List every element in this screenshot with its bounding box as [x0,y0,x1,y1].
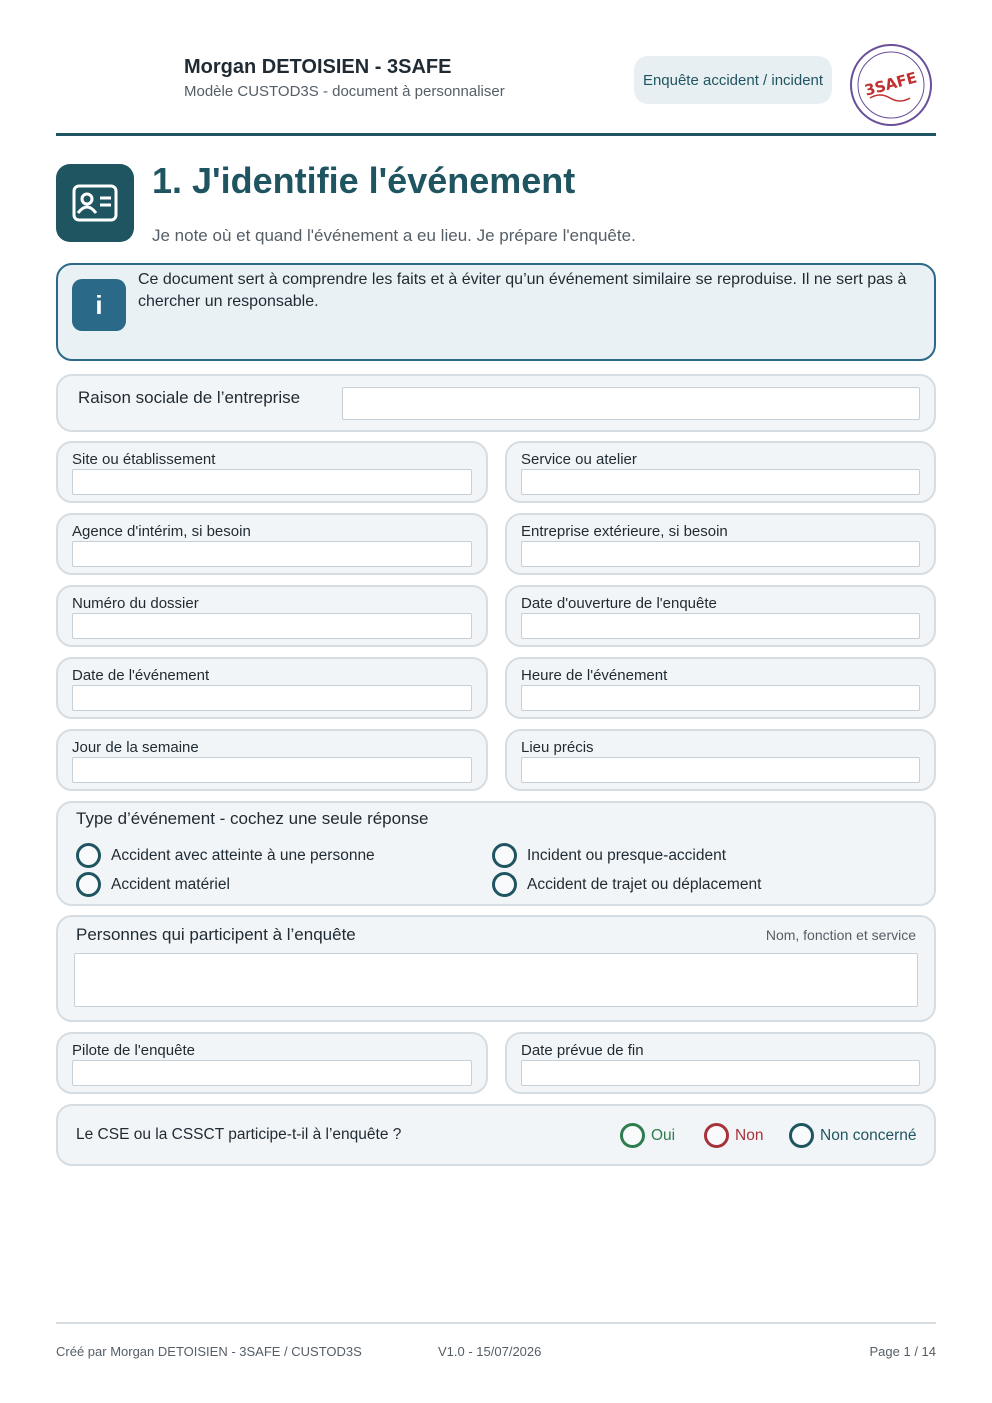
company-label: Raison sociale de l’entreprise [78,388,301,407]
place-input[interactable] [521,757,920,783]
agency-input[interactable] [72,541,472,567]
footer-page-number: Page 1 / 14 [869,1344,936,1359]
event-type-option-person[interactable] [76,843,375,868]
seal-text: 3SAFE [862,68,919,100]
cse-option-not-concerned[interactable] [789,1123,917,1148]
event-time-label: Heure de l'événement [521,667,668,684]
radio-icon[interactable] [492,843,517,868]
section-subtitle: Je note où et quand l'événement a eu lieu. Je prépare l'enquête. [152,226,636,245]
option-label: Non [735,1126,764,1144]
event-type-option-material[interactable] [76,872,230,897]
file-number-field-card [56,585,488,647]
company-input[interactable] [342,387,920,420]
cse-option-yes[interactable] [620,1123,675,1148]
model-subtitle: Modèle CUSTOD3S - document à personnaliser [184,83,505,100]
opening-date-field-card [505,585,936,647]
pilot-input[interactable] [72,1060,472,1086]
pilot-label: Pilote de l'enquête [72,1042,195,1059]
site-label: Site ou établissement [72,451,216,468]
file-number-label: Numéro du dossier [72,595,199,612]
cse-question-label: Le CSE ou la CSSCT participe-t-il à l’enquête ? [76,1126,402,1143]
event-date-label: Date de l'événement [72,667,210,684]
cse-option-no[interactable] [704,1123,763,1148]
radio-icon[interactable] [620,1123,645,1148]
external-company-field-card [505,513,936,575]
participants-card [56,915,936,1022]
id-card-icon [56,164,134,242]
option-label: Incident ou presque-accident [527,846,727,864]
opening-date-input[interactable] [521,613,920,639]
event-type-card [56,801,936,906]
service-input[interactable] [521,469,920,495]
radio-icon[interactable] [704,1123,729,1148]
pilot-field-card [56,1032,488,1094]
place-field-card [505,729,936,791]
site-field-card [56,441,488,503]
weekday-field-card [56,729,488,791]
info-text: Ce document sert à comprendre les faits et à éviter qu’un événement similaire se reproduise. Il ne sert pas à chercher un responsable. [138,271,907,310]
event-type-label: Type d’événement - cochez une seule réponse [76,809,429,828]
participants-hint: Nom, fonction et service [765,927,916,943]
weekday-input[interactable] [72,757,472,783]
site-input[interactable] [72,469,472,495]
author-name: Morgan DETOISIEN - 3SAFE [184,56,452,78]
info-icon: i [72,279,126,331]
event-time-input[interactable] [521,685,920,711]
option-label: Non concerné [820,1126,917,1144]
agency-field-card [56,513,488,575]
page-header [56,0,936,136]
info-callout [56,263,936,361]
footer-created-by: Créé par Morgan DETOISIEN - 3SAFE / CUSTOD3S [56,1344,362,1359]
event-type-option-commute[interactable] [492,872,761,897]
service-field-card [505,441,936,503]
event-type-option-near-miss[interactable] [492,843,726,868]
section-title: 1. J'identifie l'événement [152,160,576,201]
document-type-badge: Enquête accident / incident [634,56,832,104]
end-date-input[interactable] [521,1060,920,1086]
radio-icon[interactable] [492,872,517,897]
option-label: Accident avec atteinte à une personne [111,846,375,864]
weekday-label: Jour de la semaine [72,739,199,756]
end-date-field-card [505,1032,936,1094]
place-label: Lieu précis [521,739,594,756]
file-number-input[interactable] [72,613,472,639]
event-date-input[interactable] [72,685,472,711]
company-field-card [56,374,936,432]
participants-input[interactable] [74,953,918,1007]
option-label: Accident matériel [111,875,230,893]
event-time-field-card [505,657,936,719]
footer-divider [56,1322,936,1324]
company-seal-logo [848,42,934,128]
event-date-field-card [56,657,488,719]
participants-label: Personnes qui participent à l’enquête [76,925,356,944]
end-date-label: Date prévue de fin [521,1042,644,1059]
footer-version: V1.0 - 15/07/2026 [438,1344,542,1359]
radio-icon[interactable] [76,843,101,868]
option-label: Oui [651,1126,676,1144]
radio-icon[interactable] [76,872,101,897]
external-company-input[interactable] [521,541,920,567]
cse-question-card [56,1104,936,1166]
agency-label: Agence d'intérim, si besoin [72,523,251,540]
service-label: Service ou atelier [521,451,637,468]
external-company-label: Entreprise extérieure, si besoin [521,523,728,540]
option-label: Accident de trajet ou déplacement [527,875,762,893]
opening-date-label: Date d'ouverture de l'enquête [521,595,717,612]
radio-icon[interactable] [789,1123,814,1148]
